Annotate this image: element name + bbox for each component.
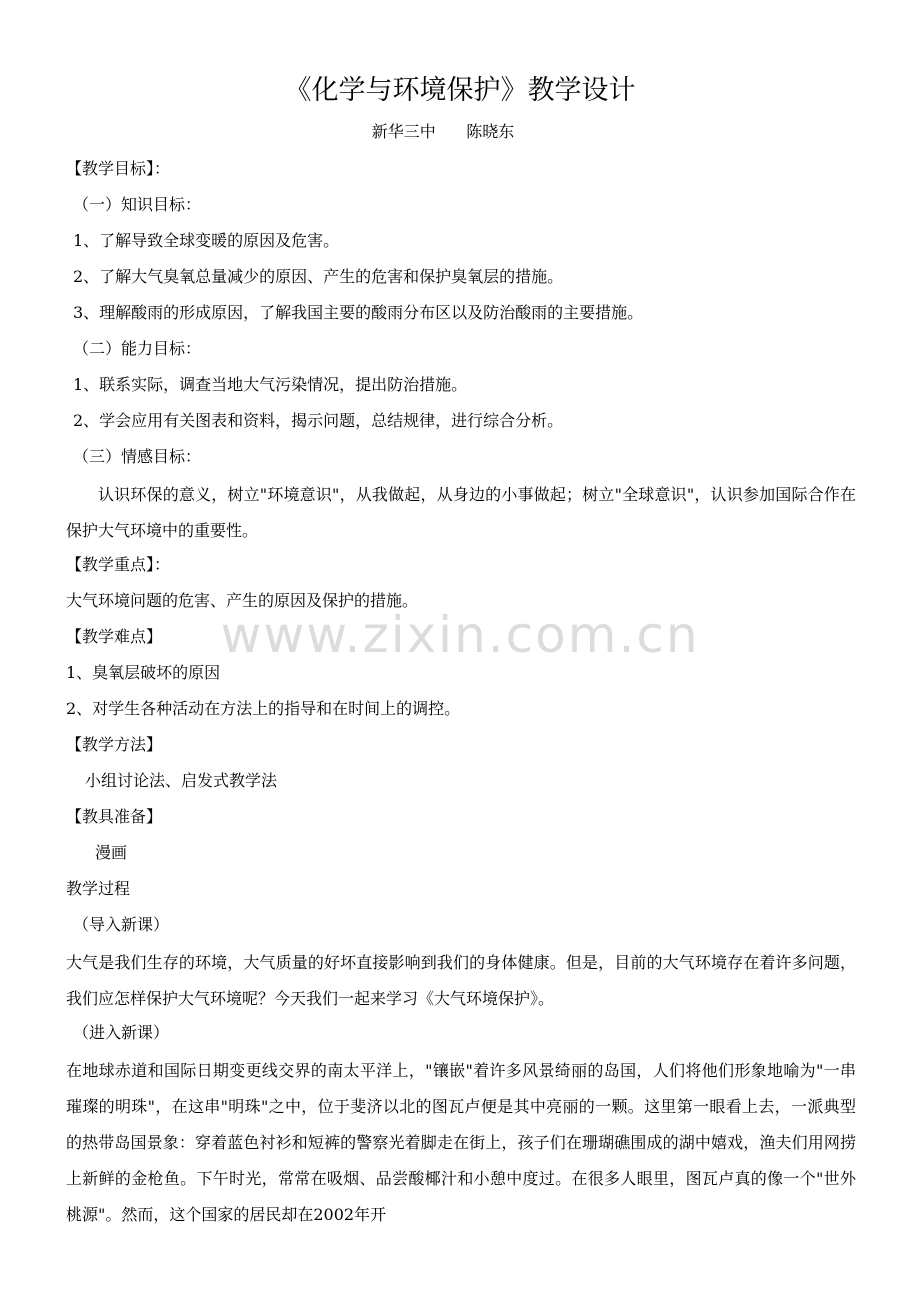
- subheading-knowledge: （一）知识目标：: [73, 195, 202, 214]
- enter-heading: （进入新课）: [73, 1023, 170, 1042]
- section-heading-method: 【教学方法】: [66, 735, 163, 754]
- ability-item-1: 1、联系实际，调查当地大气污染情况，提出防治措施。: [73, 375, 468, 394]
- section-heading-goals: 【教学目标】：: [66, 159, 171, 178]
- key-text: 大气环境问题的危害、产生的原因及保护的措施。: [66, 591, 419, 610]
- author-line: 新华三中 陈晓东: [371, 122, 515, 141]
- knowledge-item-2: 2、了解大气臭氧总量减少的原因、产生的危害和保护臭氧层的措施。: [73, 267, 564, 286]
- ability-item-2: 2、学会应用有关图表和资料，揭示问题，总结规律，进行综合分析。: [73, 411, 564, 430]
- tools-text: 漫画: [95, 843, 128, 862]
- subheading-ability: （二）能力目标：: [73, 339, 202, 358]
- difficulty-item-1: 1、臭氧层破坏的原因: [66, 663, 221, 682]
- method-text: 小组讨论法、启发式教学法: [85, 771, 278, 790]
- intro-heading: （导入新课）: [73, 915, 170, 934]
- section-heading-tools: 【教具准备】: [66, 807, 163, 826]
- process-heading: 教学过程: [66, 879, 131, 898]
- emotion-paragraph: 认识环保的意义，树立"环境意识"，从我做起，从身边的小事做起；树立"全球意识"，认识参加国际合作在保护大气环境中的重要性。: [66, 485, 856, 540]
- intro-paragraph: 大气是我们生存的环境，大气质量的好坏直接影响到我们的身体健康。但是，目前的大气环境存在着许多问题，我们应怎样保护大气环境呢？今天我们一起来学习《大气环境保护》。: [66, 953, 856, 1008]
- knowledge-item-1: 1、了解导致全球变暖的原因及危害。: [73, 231, 340, 250]
- difficulty-item-2: 2、对学生各种活动在方法上的指导和在时间上的调控。: [66, 699, 461, 718]
- document-title: 《化学与环境保护》教学设计: [284, 75, 636, 106]
- knowledge-item-3: 3、理解酸雨的形成原因，了解我国主要的酸雨分布区以及防治酸雨的主要措施。: [73, 303, 644, 322]
- subheading-emotion: （三）情感目标：: [73, 447, 202, 466]
- enter-paragraph: 在地球赤道和国际日期变更线交界的南太平洋上，"镶嵌"着许多风景绮丽的岛国，人们将他们形象地喻为"一串璀璨的明珠"，在这串"明珠"之中，位于斐济以北的图瓦卢便是其中亮丽的一颗。这里第一眼看上去，一派典型的热带岛国景象：穿着蓝色衬衫和短裤的警察光着脚走在街上，孩子们在珊瑚礁围成的湖中嬉戏，渔夫们用网捞上新鲜的金枪鱼。下午时光，常常在吸烟、品尝酸椰汁和小憩中度过。在很多人眼里，图瓦卢真的像一个"世外桃源"。然而，这个国家的居民却在2002年开: [66, 1061, 856, 1224]
- section-heading-key: 【教学重点】：: [66, 555, 171, 574]
- watermark-text: www.zixin.com.cn: [220, 606, 700, 664]
- section-heading-difficulty: 【教学难点】: [66, 627, 163, 646]
